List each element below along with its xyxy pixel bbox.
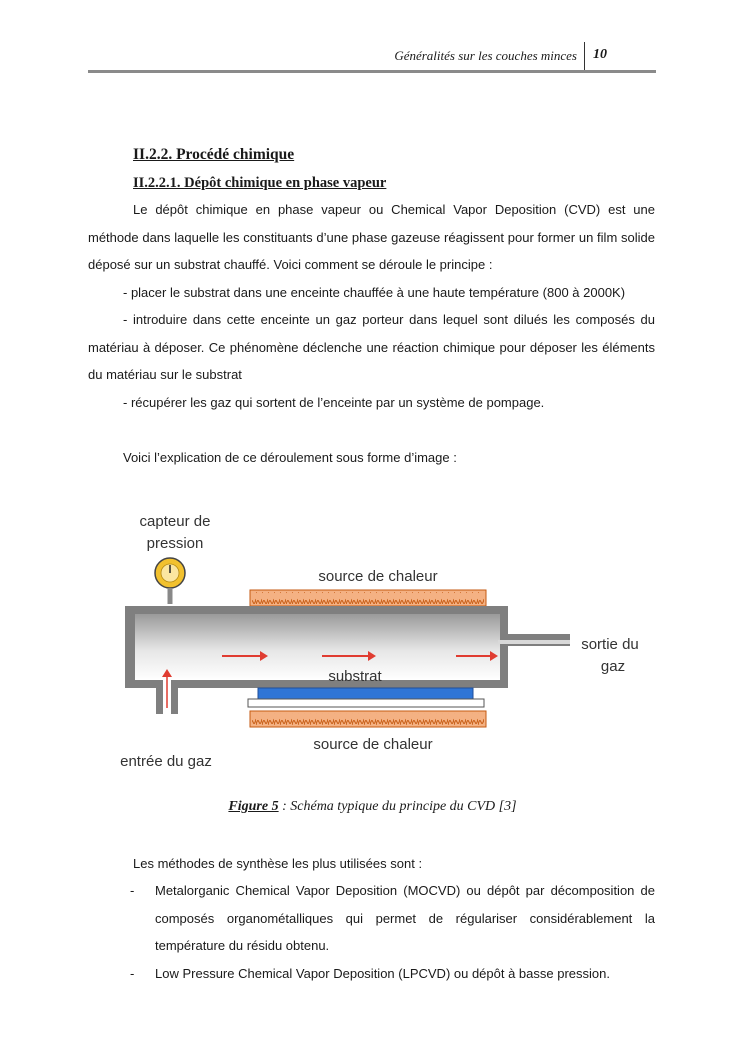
step-bullet-3: - récupérer les gaz qui sortent de l’enceinte par un système de pompage. [123, 395, 545, 410]
sensor-label-line2: pression [146, 535, 204, 552]
intro-paragraph: Le dépôt chimique en phase vapeur ou Chemical Vapor Deposition (CVD) est une méthode dans laquelle les constituants d’une phase gazeuse réagissent pour former un film solide déposé sur un substrat chauffé. Voici comment se déroule le principe : [88, 202, 655, 272]
inlet-label: entrée du gaz [120, 753, 212, 770]
methods-intro: Les méthodes de synthèse les plus utilisées sont : [133, 856, 423, 871]
heat-source-bottom-label: source de chaleur [313, 736, 433, 753]
header-rule [88, 70, 656, 73]
subsection-heading: II.2.2.1. Dépôt chimique en phase vapeur [133, 175, 387, 191]
running-header-title: Généralités sur les couches minces [394, 48, 577, 63]
page-number: 10 [593, 47, 607, 62]
heat-source-top-label: source de chaleur [318, 568, 438, 585]
cvd-diagram [100, 500, 660, 785]
method-lpcvd: Low Pressure Chemical Vapor Deposition (LPCVD) ou dépôt à basse pression. [155, 965, 610, 981]
bottom-heat-source [250, 711, 486, 727]
substrate-holder [248, 699, 484, 707]
section-heading: II.2.2. Procédé chimique [133, 146, 295, 163]
top-heat-source [250, 590, 486, 606]
step-bullet-1: - placer le substrat dans une enceinte chauffée à une haute température (800 à 2000K) [123, 285, 626, 300]
list-item [88, 960, 655, 988]
header-separator [584, 42, 585, 70]
substrate [258, 688, 473, 699]
outlet-label-line1: sortie du [581, 636, 639, 653]
figure-label: Figure 5 [228, 799, 279, 814]
list-dash: - [130, 965, 135, 981]
list-dash: - [130, 883, 135, 898]
sensor-label-line1: capteur de [139, 513, 211, 530]
figure-caption [0, 799, 745, 815]
method-mocvd: Metalorganic Chemical Vapor Deposition (MOCVD) ou dépôt par décomposition de composés organométalliques qui permet de régulariser considérablement la température du résidu obtenu. [155, 883, 655, 953]
step-bullet-2: - introduire dans cette enceinte un gaz porteur dans lequel sont dilués les composés du matériau à déposer. Ce phénomène déclenche une réaction chimique pour déposer les éléments du matériau sur le substrat [88, 312, 655, 382]
outlet-label-line2: gaz [600, 658, 626, 675]
substrate-label: substrat [328, 668, 382, 685]
pressure-gauge-icon [155, 558, 185, 604]
image-intro-paragraph: Voici l’explication de ce déroulement sous forme d’image : [123, 450, 457, 465]
figure-caption-text: : Schéma typique du principe du CVD [3] [278, 799, 517, 814]
methods-list [88, 877, 655, 987]
list-item [88, 877, 655, 960]
